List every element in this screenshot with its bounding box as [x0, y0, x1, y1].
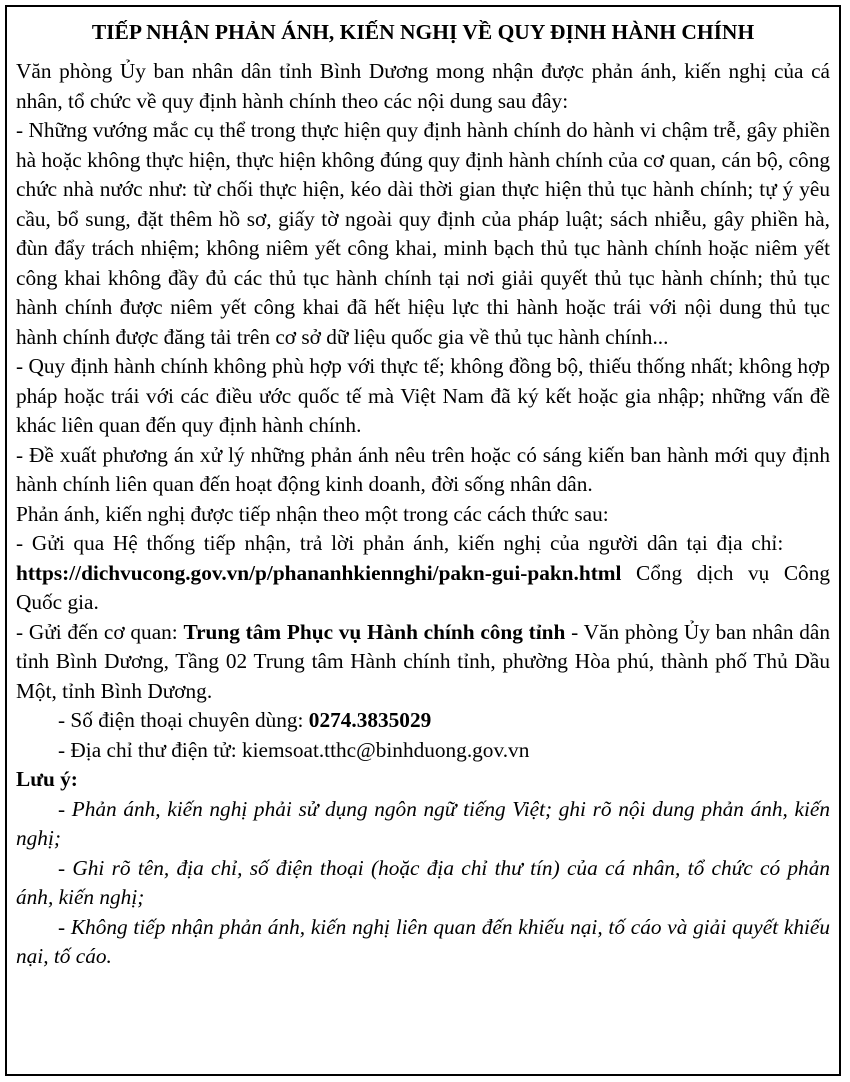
method-online [16, 529, 830, 618]
note-item: - Không tiếp nhận phản ánh, kiến nghị liên quan đến khiếu nại, tố cáo và giải quyết khiếu nại, tố cáo. [16, 914, 830, 968]
content-item: - Đề xuất phương án xử lý những phản ánh nêu trên hoặc có sáng kiến ban hành mới quy định hành chính liên quan đến hoạt động kinh doanh, đời sống nhân dân. [16, 442, 830, 496]
method-office-suffix: - Văn phòng Ủy ban nhân dân tỉnh Bình Dương, Tầng 02 Trung tâm Hành chính tỉnh, phường Hòa phú, thành phố Thủ Dầu Một, tỉnh Bình Dương. [16, 619, 831, 703]
note-item: - Ghi rõ tên, địa chỉ, số điện thoại (hoặc địa chỉ thư tín) của cá nhân, tổ chức có phản ánh, kiến nghị; [16, 855, 830, 909]
method-online-prefix: - Gửi qua Hệ thống tiếp nhận, trả lời phản ánh, kiến nghị của người dân tại địa chỉ: [16, 531, 784, 555]
phone-number: 0274.3835029 [308, 708, 432, 732]
notice-body [16, 57, 830, 972]
notes-title: Lưu ý: [16, 767, 78, 791]
intro-paragraph: Văn phòng Ủy ban nhân dân tỉnh Bình Dương mong nhận được phản ánh, kiến nghị của cá nhân, tổ chức về quy định hành chính theo các nội dung sau đây: [16, 59, 830, 113]
email-label: - Địa chỉ thư điện tử: [58, 737, 237, 762]
method-online-suffix: Cổng dịch vụ Công Quốc gia. [16, 560, 830, 614]
method-office [16, 618, 830, 707]
phone-line [16, 706, 830, 736]
pakn-url-link[interactable]: https://dichvucong.gov.vn/p/phananhkiennghi/pakn-gui-pakn.html [16, 560, 622, 585]
phone-label: - Số điện thoại chuyên dùng: [58, 708, 304, 732]
note-item: - Phản ánh, kiến nghị phải sử dụng ngôn ngữ tiếng Việt; ghi rõ nội dung phản ánh, kiến nghị; [16, 796, 830, 850]
method-office-prefix: - Gửi đến cơ quan: [16, 619, 178, 644]
content-item: - Quy định hành chính không phù hợp với thực tế; không đồng bộ, thiếu thống nhất; không hợp pháp hoặc trái với các điều ước quốc tế mà Việt Nam đã ký kết hoặc gia nhập; những vấn đề khác liên quan đến quy định hành chính. [16, 354, 830, 437]
notice-box [5, 5, 841, 1076]
methods-intro: Phản ánh, kiến nghị được tiếp nhận theo một trong các cách thức sau: [16, 501, 609, 526]
content-item: - Những vướng mắc cụ thể trong thực hiện quy định hành chính do hành vi chậm trễ, gây phiền hà hoặc không thực hiện, thực hiện không đúng quy định hành chính của cơ quan, cán bộ, công chức nhà nước như: từ chối thực hiện, kéo dài thời gian thực hiện thủ tục hành chính; tự ý yêu cầu, bổ sung, đặt thêm hồ sơ, giấy tờ ngoài quy định của pháp luật; sách nhiễu, gây phiền hà, đùn đẩy trách nhiệm; không niêm yết công khai, minh bạch thủ tục hành chính hoặc niêm yết công khai không đầy đủ các thủ tục hành chính tại nơi giải quyết thủ tục hành chính; thủ tục hành chính được niêm yết công khai đã hết hiệu lực thi hành hoặc trái với nội dung thủ tục hành chính được đăng tải trên cơ sở dữ liệu quốc gia về thủ tục hành chính... [16, 118, 830, 349]
email-line [16, 736, 830, 766]
agency-name: Trung tâm Phục vụ Hành chính công tỉnh [183, 619, 566, 644]
email-address: kiemsoat.tthc@binhduong.gov.vn [241, 737, 530, 762]
notice-title: TIẾP NHẬN PHẢN ÁNH, KIẾN NGHỊ VỀ QUY ĐỊNH HÀNH CHÍNH [91, 20, 755, 44]
